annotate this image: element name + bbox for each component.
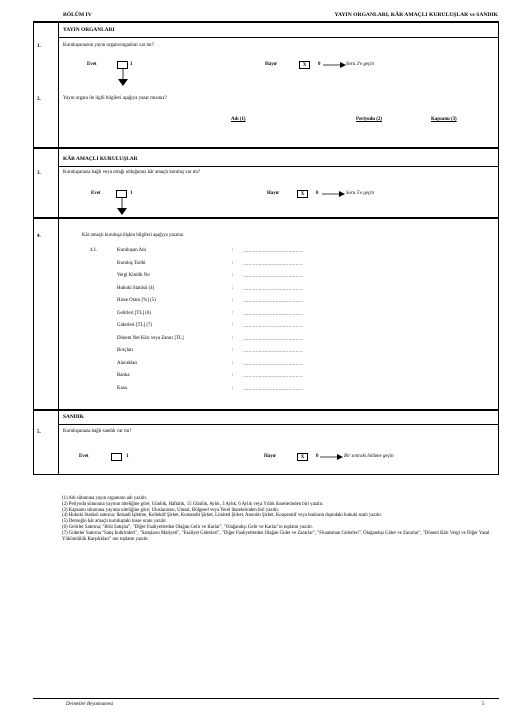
question-3-number: 3. xyxy=(37,171,41,176)
title-underline xyxy=(58,424,499,425)
evet-checkbox[interactable] xyxy=(117,61,128,69)
field-label: Dönem Net Kârı veya Zararı [TL] xyxy=(117,335,184,341)
arrow-right-icon xyxy=(322,190,346,198)
footnote: (5) Derneğin kâr amaçlı kuruluştaki hisse oranı yazılır. xyxy=(62,519,167,525)
question-3-text: Kuruluşunuza bağlı veya ortağı olduğunuz kâr amaçlı kuruluş var mı? xyxy=(63,170,201,175)
field-value-input[interactable]: .......................................... xyxy=(243,249,303,254)
footnote: (6) Gelirler Satırına; "Brüt Satışlar", "Diğer Faaliyetlerden Olağan Gelir ve Karlar", "Olağandışı Gelir ve Karlar"ın toplamı yazılır. xyxy=(62,524,313,530)
field-colon: : xyxy=(232,373,234,378)
field-colon: : xyxy=(232,260,234,266)
field-label: Gelirleri [TL] (6) xyxy=(117,310,151,316)
question-1-text: Kuruluşunuzun yayın organı/organları var mı? xyxy=(63,43,154,48)
number-column-divider xyxy=(58,148,59,218)
question-5-number: 5. xyxy=(37,430,41,435)
number-column-divider xyxy=(58,218,59,410)
section-label: BÖLÜM IV xyxy=(63,12,92,18)
field-label: Hukuki Statüsü (4) xyxy=(117,285,155,291)
hayir-checkbox[interactable]: X xyxy=(299,61,310,69)
hayir-label: Hayır xyxy=(264,454,277,459)
question-4-text: Kâr amaçlı kuruluşa ilişkin bilgileri aşağıya yazınız. xyxy=(82,233,185,238)
field-label: Kasa xyxy=(117,385,127,391)
yayin-organlari-panel xyxy=(33,22,499,148)
column-adi: Adı (1) xyxy=(231,117,246,122)
evet-checkbox[interactable] xyxy=(111,453,122,461)
field-value-input[interactable]: .......................................... xyxy=(243,336,303,342)
field-value-input[interactable]: .......................................... xyxy=(243,274,303,279)
hayir-code: 0 xyxy=(318,62,321,67)
hayir-checkbox[interactable]: X xyxy=(297,190,308,198)
field-colon: : xyxy=(232,310,234,316)
field-value-input[interactable]: .......................................... xyxy=(243,324,303,329)
sandik-title: SANDIK xyxy=(63,414,84,420)
question-4-number: 4. xyxy=(37,234,41,239)
field-value-input[interactable]: .......................................... xyxy=(243,286,303,292)
field-value-input[interactable]: .......................................... xyxy=(243,299,303,304)
footnotes xyxy=(62,496,498,542)
field-label: Borçları xyxy=(117,348,134,353)
field-colon: : xyxy=(232,360,234,366)
evet-checkbox[interactable] xyxy=(116,190,127,198)
field-label: Alacakları xyxy=(117,360,138,366)
field-value-input[interactable]: .......................................... xyxy=(243,374,303,379)
skip-to-next-section: Bir sonraki bölüme geçin xyxy=(344,454,394,459)
footnote: (7) Giderler Satırına "Satış İndirimleri", "Satışların Maliyeti", "Faaliyet Giderleri", "Diğer Faaliyetlerden Olağan Gider ve Zararlar", "Finansman Giderleri", Olağandışı Gider ve Zararlar", "Dönem Kârı Vergi ve Diğer Yasal Yükümlülük Karşılıkları" nın toplamı yazılır. xyxy=(62,530,490,542)
arrow-down-icon xyxy=(118,69,128,87)
field-colon: : xyxy=(232,385,234,391)
field-colon: : xyxy=(232,348,234,353)
number-column-divider xyxy=(58,410,59,475)
title-underline xyxy=(58,37,499,38)
field-colon: : xyxy=(232,285,234,291)
sandik-panel xyxy=(33,410,499,475)
field-colon: : xyxy=(232,298,234,303)
hayir-checkbox[interactable]: X xyxy=(297,453,308,461)
page-number: 5 xyxy=(482,702,485,707)
column-periyodu: Periyodu (2) xyxy=(356,117,382,122)
section-title: YAYIN ORGANLARI, KÂR AMAÇLI KURULUŞLAR ve SANDIK xyxy=(334,12,498,18)
yayin-organlari-title: YAYIN ORGANLARI xyxy=(63,27,115,33)
footnote: (3) Kapsamı sütununa yayının niteliğine göre; Uluslararası, Ulusal, Bölgesel veya Yerel ibarelerinden biri yazılır. xyxy=(62,507,280,513)
subsection-number: 4.1. xyxy=(90,248,98,253)
arrow-right-icon xyxy=(320,453,344,461)
evet-label: Evet xyxy=(91,191,101,196)
field-label: Vergi Kimlik No xyxy=(117,273,150,278)
question-2-number: 2. xyxy=(37,97,41,102)
field-value-input[interactable]: .......................................... xyxy=(243,386,303,392)
hayir-label: Hayır xyxy=(267,191,280,196)
hayir-code: 0 xyxy=(316,454,319,459)
field-value-input[interactable]: .......................................... xyxy=(243,349,303,354)
field-label: Kuruluş Tarihi xyxy=(117,260,146,266)
arrow-right-icon xyxy=(323,61,347,69)
field-label: Banka xyxy=(117,373,130,378)
hayir-label: Hayır xyxy=(265,62,278,67)
field-value-input[interactable]: .......................................... xyxy=(243,311,303,317)
field-value-input[interactable]: .......................................... xyxy=(243,261,303,267)
footer-document-name: Dernekler Beyannamesi xyxy=(66,702,114,707)
evet-code: 1 xyxy=(126,454,129,459)
skip-to-question-5: Soru 5'e geçin xyxy=(346,191,374,196)
title-underline xyxy=(58,166,499,167)
column-kapsami: Kapsamı (3) xyxy=(431,117,457,122)
field-label: Giderleri [TL] (7) xyxy=(117,323,153,328)
arrow-down-icon xyxy=(117,198,127,216)
footnote: (4) Hukuki Statüsü satırına; İktisadi İşletme, Kollektif Şirket, Komandit Şirket, Limited Şirket, Anonim Şirket, Kooperatif veya bunların dışındaki hukuki statü yazılır. xyxy=(62,513,383,519)
evet-code: 1 xyxy=(130,191,133,196)
evet-code: 1 xyxy=(130,62,133,67)
question-2-text: Yayın organı ile ilgili bilgileri aşağıya yazar mısınız? xyxy=(63,96,167,101)
skip-to-question-3: Soru 3'e geçin xyxy=(346,62,374,67)
kar-amacli-title: KÂR AMAÇLI KURULUŞLAR xyxy=(63,156,138,162)
field-colon: : xyxy=(232,248,234,253)
evet-label: Evet xyxy=(87,62,97,67)
field-colon: : xyxy=(232,323,234,328)
evet-label: Evet xyxy=(79,454,89,459)
number-column-divider xyxy=(58,22,59,148)
field-label: Hisse Oranı [%] (5) xyxy=(117,298,156,303)
footnote: (2) Periyodu sütununa yayının niteliğine göre; Günlük, Haftalık, 15 Günlük, Aylık, 3 Aylık, 6 Aylık veya Yıllık ibarelerinden biri yazılır. xyxy=(62,501,324,507)
field-colon: : xyxy=(232,335,234,341)
question-1-number: 1. xyxy=(37,44,41,49)
footer-rule xyxy=(33,698,499,699)
field-label: Kuruluşun Adı xyxy=(117,248,146,253)
question-5-text: Kuruluşunuza bağlı sandık var mı? xyxy=(63,429,132,434)
field-value-input[interactable]: .......................................... xyxy=(243,361,303,367)
field-colon: : xyxy=(232,273,234,278)
footnote: (1) Adı sütununa yayın organının adı yazılır. xyxy=(62,496,148,501)
hayir-code: 0 xyxy=(316,191,319,196)
